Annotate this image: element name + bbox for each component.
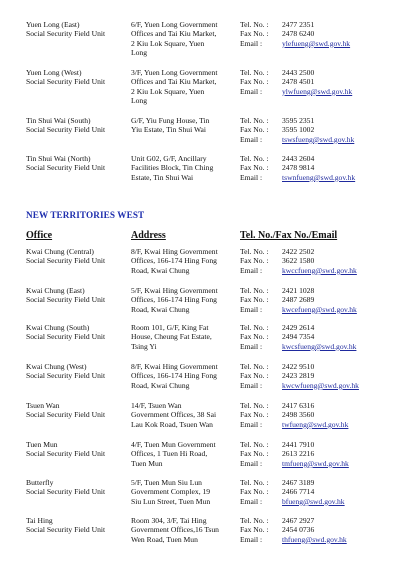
- header-office: Office: [26, 230, 53, 241]
- address-line: Long: [131, 96, 148, 106]
- contact-values: [282, 401, 402, 429]
- office-line: Social Security Field Unit: [26, 449, 106, 459]
- address-line: Long: [131, 48, 148, 58]
- email-link[interactable]: twfueng@swd.gov.hk: [282, 419, 349, 429]
- email-label: Email :: [240, 304, 263, 314]
- address-line: 6/F, Yuen Long Government: [131, 20, 218, 29]
- contact-values: [282, 20, 402, 48]
- tel-label: Tel. No. :: [240, 116, 269, 125]
- email-link[interactable]: ylwfueng@swd.gov.hk: [282, 86, 353, 96]
- office-line: Kwai Chung (South): [26, 323, 90, 332]
- tel-label: Tel. No. :: [240, 440, 269, 449]
- office-line: Yuen Long (East): [26, 20, 80, 29]
- address-line: Government Complex, 19: [131, 487, 211, 497]
- office-line: Tsuen Wan: [26, 401, 60, 410]
- contact-values: [282, 247, 402, 275]
- fax-label: Fax No. :: [240, 295, 269, 305]
- contact-values: [282, 323, 402, 351]
- fax-number: 2454 0736: [282, 525, 315, 535]
- address-line: Road, Kwai Chung: [131, 380, 190, 390]
- email-label: Email :: [240, 496, 263, 506]
- office-address: [131, 20, 235, 58]
- fax-label: Fax No. :: [240, 410, 269, 420]
- contact-values: [282, 286, 402, 314]
- tel-label: Tel. No. :: [240, 154, 269, 163]
- fax-number: 2478 6240: [282, 29, 315, 39]
- email-label: Email :: [240, 380, 263, 390]
- tel-label: Tel. No. :: [240, 362, 269, 371]
- address-line: 14/F, Tsuen Wan: [131, 401, 182, 410]
- contact-labels: [240, 478, 280, 506]
- office-address: [131, 478, 235, 506]
- email-link[interactable]: kwcefueng@swd.gov.hk: [282, 304, 357, 314]
- office-address: [131, 154, 235, 182]
- office-line: Tuen Mun: [26, 440, 58, 449]
- office-line: Butterfly: [26, 478, 54, 487]
- office-name: [26, 516, 126, 535]
- email-link[interactable]: thfueng@swd.gov.hk: [282, 534, 347, 544]
- email-link[interactable]: kwcwfueng@swd.gov.hk: [282, 380, 359, 390]
- email-link[interactable]: tswsfueng@swd.gov.hk: [282, 134, 355, 144]
- tel-label: Tel. No. :: [240, 68, 269, 77]
- email-link[interactable]: tswnfueng@swd.gov.hk: [282, 172, 356, 182]
- office-line: Social Security Field Unit: [26, 371, 106, 381]
- address-line: G/F, Yiu Fung House, Tin: [131, 116, 210, 125]
- office-line: Social Security Field Unit: [26, 29, 106, 39]
- contact-labels: [240, 362, 280, 390]
- fax-number: 2423 2819: [282, 371, 315, 381]
- address-line: 3/F, Yuen Long Government: [131, 68, 218, 77]
- contact-values: [282, 116, 402, 144]
- fax-label: Fax No. :: [240, 371, 269, 381]
- address-line: Room 101, G/F, King Fat: [131, 323, 209, 332]
- email-link[interactable]: kwccfueng@swd.gov.hk: [282, 265, 357, 275]
- office-line: Social Security Field Unit: [26, 525, 106, 535]
- office-line: Social Security Field Unit: [26, 77, 106, 87]
- address-line: Lau Kok Road, Tsuen Wan: [131, 419, 213, 429]
- fax-number: 2498 3560: [282, 410, 315, 420]
- contact-labels: [240, 116, 280, 144]
- contact-labels: [240, 323, 280, 351]
- tel-number: 2422 2502: [282, 247, 315, 256]
- tel-number: 2441 7910: [282, 440, 315, 449]
- tel-label: Tel. No. :: [240, 286, 269, 295]
- office-name: [26, 68, 126, 87]
- office-name: [26, 247, 126, 266]
- fax-label: Fax No. :: [240, 256, 269, 266]
- fax-number: 2494 7354: [282, 332, 315, 342]
- address-line: Government Offices, 38 Sai: [131, 410, 217, 420]
- address-line: Facilities Block, Tin Ching: [131, 163, 214, 173]
- fax-label: Fax No. :: [240, 449, 269, 459]
- contact-values: [282, 68, 402, 96]
- address-line: 8/F, Kwai Hing Government: [131, 362, 218, 371]
- office-name: [26, 323, 126, 342]
- fax-label: Fax No. :: [240, 525, 269, 535]
- email-link[interactable]: ylefueng@swd.gov.hk: [282, 38, 351, 48]
- tel-number: 2467 3189: [282, 478, 315, 487]
- office-name: [26, 478, 126, 497]
- tel-number: 2477 2351: [282, 20, 315, 29]
- office-line: Social Security Field Unit: [26, 256, 106, 266]
- header-address: Address: [131, 230, 166, 241]
- address-line: Offices and Tai Kiu Market,: [131, 29, 217, 39]
- email-label: Email :: [240, 341, 263, 351]
- address-line: Offices, 1 Tuen Hi Road,: [131, 449, 208, 459]
- email-label: Email :: [240, 534, 263, 544]
- contact-labels: [240, 286, 280, 314]
- contact-labels: [240, 401, 280, 429]
- address-line: Yiu Estate, Tin Shui Wai: [131, 125, 206, 135]
- contact-labels: [240, 154, 280, 182]
- contact-values: [282, 362, 402, 390]
- contact-labels: [240, 516, 280, 544]
- office-line: Social Security Field Unit: [26, 487, 106, 497]
- office-line: Tin Shui Wai (South): [26, 116, 91, 125]
- office-name: [26, 286, 126, 305]
- office-line: Social Security Field Unit: [26, 332, 106, 342]
- office-line: Kwai Chung (West): [26, 362, 87, 371]
- address-line: Tuen Mun: [131, 458, 163, 468]
- office-address: [131, 247, 235, 275]
- office-address: [131, 362, 235, 390]
- address-line: 2 Kiu Lok Square, Yuen: [131, 86, 205, 96]
- tel-label: Tel. No. :: [240, 323, 269, 332]
- tel-label: Tel. No. :: [240, 247, 269, 256]
- tel-label: Tel. No. :: [240, 516, 269, 525]
- address-line: 2 Kiu Lok Square, Yuen: [131, 38, 205, 48]
- contact-labels: [240, 20, 280, 48]
- office-line: Tai Hing: [26, 516, 53, 525]
- fax-number: 3595 1002: [282, 125, 315, 135]
- fax-number: 2487 2689: [282, 295, 315, 305]
- address-line: 4/F, Tuen Mun Government: [131, 440, 216, 449]
- section-title: NEW TERRITORIES WEST: [26, 210, 145, 220]
- office-address: [131, 440, 235, 468]
- contact-values: [282, 478, 402, 506]
- fax-label: Fax No. :: [240, 29, 269, 39]
- tel-label: Tel. No. :: [240, 20, 269, 29]
- tel-number: 3595 2351: [282, 116, 315, 125]
- office-line: Yuen Long (West): [26, 68, 82, 77]
- address-line: Government Offices,16 Tsun: [131, 525, 219, 535]
- tel-number: 2429 2614: [282, 323, 315, 332]
- address-line: 8/F, Kwai Hing Government: [131, 247, 218, 256]
- office-line: Social Security Field Unit: [26, 410, 106, 420]
- office-address: [131, 286, 235, 314]
- tel-number: 2467 2927: [282, 516, 315, 525]
- office-line: Social Security Field Unit: [26, 125, 106, 135]
- office-name: [26, 116, 126, 135]
- address-line: Room 304, 3/F, Tai Hing: [131, 516, 207, 525]
- fax-number: 2478 4501: [282, 77, 315, 87]
- contact-values: [282, 154, 402, 182]
- address-line: Offices, 166-174 Hing Fong: [131, 256, 217, 266]
- contact-labels: [240, 440, 280, 468]
- email-label: Email :: [240, 265, 263, 275]
- address-line: 5/F, Kwai Hing Government: [131, 286, 218, 295]
- tel-number: 2417 6316: [282, 401, 315, 410]
- contact-labels: [240, 68, 280, 96]
- address-line: Offices, 166-174 Hing Fong: [131, 295, 217, 305]
- office-address: [131, 68, 235, 106]
- fax-label: Fax No. :: [240, 163, 269, 173]
- office-address: [131, 516, 235, 544]
- contact-labels: [240, 247, 280, 275]
- email-link[interactable]: bfueng@swd.gov.hk: [282, 496, 345, 506]
- address-line: Unit G02, G/F, Ancillary: [131, 154, 207, 163]
- office-address: [131, 401, 235, 429]
- email-link[interactable]: kwcsfueng@swd.gov.hk: [282, 341, 357, 351]
- email-link[interactable]: tmfueng@swd.gov.hk: [282, 458, 349, 468]
- tel-label: Tel. No. :: [240, 401, 269, 410]
- fax-label: Fax No. :: [240, 332, 269, 342]
- office-name: [26, 20, 126, 39]
- office-line: Social Security Field Unit: [26, 295, 106, 305]
- fax-number: 2613 2216: [282, 449, 315, 459]
- office-name: [26, 440, 126, 459]
- office-address: [131, 323, 235, 351]
- address-line: Offices, 166-174 Hing Fong: [131, 371, 217, 381]
- office-line: Social Security Field Unit: [26, 163, 106, 173]
- tel-number: 2421 1028: [282, 286, 315, 295]
- contact-values: [282, 440, 402, 468]
- fax-number: 2478 9814: [282, 163, 315, 173]
- tel-number: 2443 2500: [282, 68, 315, 77]
- fax-number: 2466 7714: [282, 487, 315, 497]
- tel-label: Tel. No. :: [240, 478, 269, 487]
- address-line: 5/F, Tuen Mun Siu Lun: [131, 478, 202, 487]
- email-label: Email :: [240, 172, 263, 182]
- fax-label: Fax No. :: [240, 77, 269, 87]
- email-label: Email :: [240, 38, 263, 48]
- office-name: [26, 362, 126, 381]
- address-line: House, Cheung Fat Estate,: [131, 332, 212, 342]
- office-name: [26, 401, 126, 420]
- address-line: Tsing Yi: [131, 341, 157, 351]
- header-contact: Tel. No./Fax No./Email: [240, 230, 338, 241]
- office-line: Tin Shui Wai (North): [26, 154, 91, 163]
- address-line: Road, Kwai Chung: [131, 304, 190, 314]
- email-label: Email :: [240, 134, 263, 144]
- office-line: Kwai Chung (Central): [26, 247, 94, 256]
- address-line: Estate, Tin Shui Wai: [131, 172, 194, 182]
- fax-number: 3622 1580: [282, 256, 315, 266]
- address-line: Siu Lun Street, Tuen Mun: [131, 496, 211, 506]
- contact-values: [282, 516, 402, 544]
- office-address: [131, 116, 235, 135]
- address-line: Offices and Tai Kiu Market,: [131, 77, 217, 87]
- address-line: Wen Road, Tuen Mun: [131, 534, 198, 544]
- fax-label: Fax No. :: [240, 125, 269, 135]
- tel-number: 2422 9510: [282, 362, 315, 371]
- email-label: Email :: [240, 86, 263, 96]
- email-label: Email :: [240, 419, 263, 429]
- address-line: Road, Kwai Chung: [131, 265, 190, 275]
- email-label: Email :: [240, 458, 263, 468]
- office-name: [26, 154, 126, 173]
- fax-label: Fax No. :: [240, 487, 269, 497]
- tel-number: 2443 2604: [282, 154, 315, 163]
- office-line: Kwai Chung (East): [26, 286, 85, 295]
